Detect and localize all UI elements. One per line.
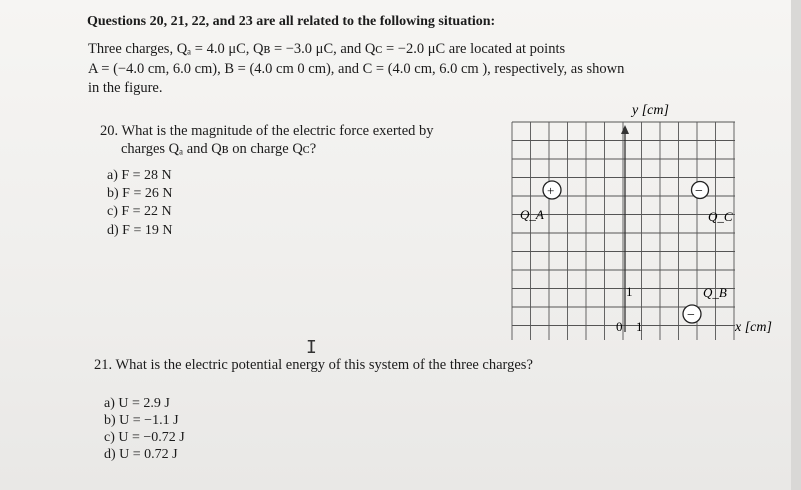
charge-a-label: Q_A xyxy=(520,207,544,222)
q20-option-b: b) F = 26 N xyxy=(107,186,173,201)
q21-option-c: c) U = −0.72 J xyxy=(104,430,185,445)
text-cursor: I xyxy=(306,337,317,358)
section-heading: Questions 20, 21, 22, and 23 are all related to the following situation: xyxy=(87,14,496,29)
x-tick-one: 1 xyxy=(636,319,643,334)
q20-option-d: d) F = 19 N xyxy=(107,223,173,238)
charge-c-sign: − xyxy=(695,184,703,199)
y-axis-label: y [cm] xyxy=(632,103,669,118)
charge-c-label: Q_C xyxy=(708,209,733,224)
intro-line-1: Three charges, Qₐ = 4.0 μC, Qʙ = −3.0 μC, and Qᴄ = −2.0 μC are located at points xyxy=(88,41,566,57)
origin-label: 0 xyxy=(616,319,623,334)
figure-grid xyxy=(512,122,735,340)
q20-option-a: a) F = 28 N xyxy=(107,168,172,183)
q21-option-a: a) U = 2.9 J xyxy=(104,396,170,411)
intro-line-2: A = (−4.0 cm, 6.0 cm), B = (4.0 cm 0 cm), and C = (4.0 cm, 6.0 cm ), respectively, as shown xyxy=(88,61,625,77)
charge-b-sign: − xyxy=(687,308,695,323)
charge-a-sign: + xyxy=(547,183,555,198)
charge-b-label: Q_B xyxy=(703,285,727,300)
question-20-line-1: 20. What is the magnitude of the electric force exerted by xyxy=(100,123,434,139)
q20-option-c: c) F = 22 N xyxy=(107,204,172,219)
y-axis-arrow-icon xyxy=(621,125,629,134)
x-axis-label: x [cm] xyxy=(735,320,772,335)
y-tick-one: 1 xyxy=(626,284,633,299)
question-21: 21. What is the electric potential energy of this system of the three charges? xyxy=(94,357,533,373)
question-20-line-2: charges Qₐ and Qʙ on charge Qᴄ? xyxy=(121,141,317,157)
intro-line-3: in the figure. xyxy=(88,80,163,96)
q21-option-d: d) U = 0.72 J xyxy=(104,447,178,462)
q21-option-b: b) U = −1.1 J xyxy=(104,413,179,428)
